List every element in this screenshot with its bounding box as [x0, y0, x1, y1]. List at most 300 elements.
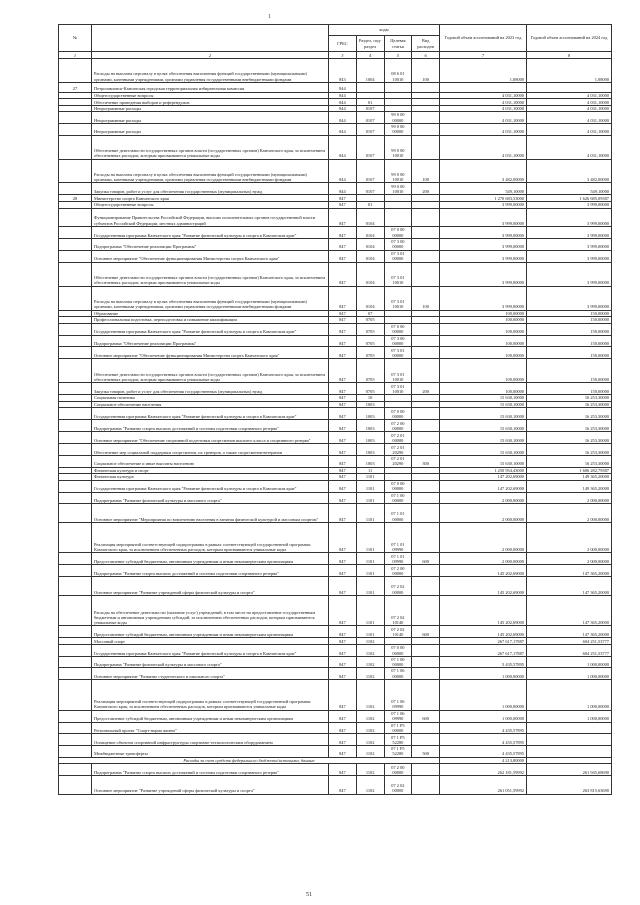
row-amount-2024: 16 253,30000: [527, 444, 612, 456]
row-amount-2024: [527, 734, 612, 746]
row-number: [59, 227, 92, 239]
row-name: Профессиональная подготовка, переподготовка и повышение квалификации: [92, 317, 329, 324]
row-amount-2024: 16 253,30000: [527, 401, 612, 408]
row-name: Реализация мероприятий соответствующей подпрограммы в рамках соответствующей государственной программы Камчатского края, за исключением обеспеченных расходов, которым присваиваются уникальные коды: [92, 680, 329, 711]
row-expense-type: [412, 359, 440, 383]
row-name: Межбюджетные трансферты: [92, 746, 329, 758]
row-grbs: 847: [329, 408, 357, 420]
row-grbs: 844: [329, 99, 357, 106]
row-razdel: 1102: [356, 776, 384, 795]
row-number: 28: [59, 195, 92, 202]
row-amount-2023: 3 999,00000: [440, 239, 527, 251]
row-grbs: 847: [329, 764, 357, 776]
row-amount-2024: 3 999,00000: [527, 239, 612, 251]
row-number: [59, 626, 92, 638]
row-amount-2024: [527, 82, 612, 92]
row-number: [59, 456, 92, 468]
row-name: Основное мероприятие "Развитие учреждений сферы физической культуры и спорта": [92, 776, 329, 795]
row-grbs: 847: [329, 626, 357, 638]
row-name: Общегосударственные вопросы: [92, 202, 329, 209]
row-number: [59, 420, 92, 432]
row-target-article: 07 1 01 00000: [384, 504, 412, 523]
row-target-article: 99 0 00 00000: [384, 123, 412, 135]
row-number: [59, 656, 92, 668]
row-grbs: 847: [329, 474, 357, 481]
row-grbs: 847: [329, 722, 357, 734]
row-amount-2024: 1 606 282,79387: [527, 467, 612, 474]
row-expense-type: [412, 262, 440, 286]
row-name: Массовый спорт: [92, 638, 329, 645]
row-amount-2023: 100,00000: [440, 317, 527, 324]
row-razdel: 1102: [356, 722, 384, 734]
table-row: [59, 112, 612, 124]
row-amount-2023: 5 435,57895: [440, 656, 527, 668]
row-amount-2024: 3 999,00000: [527, 250, 612, 262]
row-amount-2023: 15 630,10000: [440, 444, 527, 456]
row-target-article: 07 1 01 09990: [384, 553, 412, 565]
col-index: 2: [92, 52, 329, 59]
row-name: Расходы на выплаты персоналу в целях обеспечения выполнения функций государственными (муниципальными) органами, казенными учреждениями, органами управления государственными внебюджетными фондами: [92, 286, 329, 310]
row-target-article: 07 1 00 00000: [384, 492, 412, 504]
table-row: [59, 262, 612, 286]
row-expense-type: [412, 644, 440, 656]
row-amount-2024: 3 999,00000: [527, 262, 612, 286]
col-index: 4: [356, 52, 384, 59]
row-name: Предоставление субсидий бюджетным, автономным учреждениям и иным некоммерческим организациям: [92, 710, 329, 722]
row-razdel: 1003: [356, 401, 384, 408]
row-amount-2024: 150,00000: [527, 335, 612, 347]
row-grbs: 847: [329, 638, 357, 645]
row-name: Основное мероприятие "Обеспечение спортивной подготовки спортсменов высшего класса и спортивного резерва": [92, 432, 329, 444]
row-grbs: 847: [329, 504, 357, 523]
row-number: [59, 250, 92, 262]
row-grbs: 847: [329, 323, 357, 335]
row-number: [59, 112, 92, 124]
table-row: [59, 722, 612, 734]
row-name: Закупка товаров, работ и услуг для обеспечения государственных (муниципальных) нужд: [92, 183, 329, 195]
row-amount-2024: 150,00000: [527, 323, 612, 335]
row-amount-2023: 267 617,17887: [440, 638, 527, 645]
row-number: [59, 383, 92, 395]
row-grbs: 847: [329, 286, 357, 310]
row-target-article: 99 0 00 10010: [384, 159, 412, 183]
row-amount-2024: 3 482,00000: [527, 159, 612, 183]
row-grbs: 847: [329, 444, 357, 456]
row-amount-2023: 3 999,00000: [440, 262, 527, 286]
row-razdel: 0104: [356, 286, 384, 310]
row-razdel: 10: [356, 395, 384, 402]
row-name: Основное мероприятие "Обеспечение функционирования Министерства спорта Камчатского края": [92, 347, 329, 359]
row-target-article: [384, 82, 412, 92]
table-row: [59, 764, 612, 776]
row-amount-2023: 15 630,10000: [440, 401, 527, 408]
table-row: [59, 565, 612, 577]
row-razdel: 1102: [356, 638, 384, 645]
row-target-article: 07 3 01 10010: [384, 286, 412, 310]
row-amount-2023: 262 181,59992: [440, 764, 527, 776]
row-number: [59, 135, 92, 159]
row-amount-2024: 549,10000: [527, 183, 612, 195]
row-number: [59, 680, 92, 711]
table-row: [59, 492, 612, 504]
table-row: [59, 208, 612, 227]
row-razdel: 1101: [356, 504, 384, 523]
row-target-article: 07 2 02 10140: [384, 595, 412, 626]
row-expense-type: [412, 577, 440, 596]
row-amount-2023: 267 617,17887: [440, 644, 527, 656]
row-amount-2024: 2 000,00000: [527, 504, 612, 523]
row-grbs: 847: [329, 522, 357, 553]
row-amount-2024: 1 626 685,09387: [527, 195, 612, 202]
col-index: 5: [384, 52, 412, 59]
row-amount-2023: 147 202,69000: [440, 474, 527, 481]
row-razdel: 0705: [356, 335, 384, 347]
row-razdel: 1101: [356, 626, 384, 638]
row-razdel: 1102: [356, 734, 384, 746]
row-expense-type: [412, 123, 440, 135]
row-amount-2024: 16 253,30000: [527, 408, 612, 420]
row-number: [59, 504, 92, 523]
row-razdel: 0107: [356, 135, 384, 159]
col-codes-header: коды: [329, 25, 440, 36]
row-number: 27: [59, 82, 92, 92]
table-body: [59, 59, 612, 795]
row-expense-type: [412, 722, 440, 734]
row-name: Основное мероприятие "Развитие студенческого и школьного спорта": [92, 668, 329, 680]
row-target-article: 07 1 P5 52280: [384, 746, 412, 758]
row-name: Подпрограмма "Развитие физической культуры и массового спорта": [92, 492, 329, 504]
row-grbs: 847: [329, 317, 357, 324]
row-grbs: 847: [329, 202, 357, 209]
row-amount-2023: 4 031,10000: [440, 135, 527, 159]
row-razdel: 1102: [356, 764, 384, 776]
row-amount-2023: 4 213,80000: [440, 757, 527, 764]
row-name: Социальное обеспечение и иные выплаты населению: [92, 456, 329, 468]
row-amount-2024: 150,00000: [527, 347, 612, 359]
row-target-article: 07 3 01 10010: [384, 359, 412, 383]
row-razdel: 01: [356, 99, 384, 106]
row-amount-2024: 147 365,20000: [527, 577, 612, 596]
row-grbs: 847: [329, 383, 357, 395]
table-row: [59, 626, 612, 638]
row-target-article: 99 0 00 00000: [384, 112, 412, 124]
row-number: [59, 522, 92, 553]
row-amount-2023: 15 630,10000: [440, 395, 527, 402]
row-razdel: 0107: [356, 123, 384, 135]
row-number: [59, 553, 92, 565]
row-name: Петропавловск-Камчатская городская территориальная избирательная комиссия: [92, 82, 329, 92]
row-number: [59, 595, 92, 626]
row-name: Расходы на выплаты персоналу в целях обеспечения выполнения функций государственными (муниципальными) органами, казенными учреждениями, органами управления государственными внебюджетными фондами: [92, 159, 329, 183]
row-expense-type: [412, 668, 440, 680]
row-target-article: [384, 208, 412, 227]
row-amount-2023: 2 000,00000: [440, 522, 527, 553]
row-amount-2023: 4 031,10000: [440, 92, 527, 99]
budget-table: [58, 24, 612, 795]
table-row: [59, 183, 612, 195]
row-amount-2023: 1 250 954,43000: [440, 467, 527, 474]
row-expense-type: [412, 420, 440, 432]
row-amount-2024: 1 000,00000: [527, 668, 612, 680]
table-row: [59, 668, 612, 680]
row-number: [59, 734, 92, 746]
row-target-article: 07 3 01 00000: [384, 347, 412, 359]
row-amount-2023: 145 202,69000: [440, 626, 527, 638]
row-expense-type: 100: [412, 59, 440, 83]
row-name: Подпрограмма "Развитие физической культуры и массового спорта": [92, 656, 329, 668]
row-name: Предоставление субсидий бюджетным, автономным учреждениям и иным некоммерческим организациям: [92, 553, 329, 565]
row-number: [59, 335, 92, 347]
row-grbs: 843: [329, 59, 357, 83]
row-razdel: 1101: [356, 492, 384, 504]
row-amount-2023: 15 630,10000: [440, 420, 527, 432]
row-number: [59, 577, 92, 596]
row-grbs: 847: [329, 262, 357, 286]
row-razdel: 1101: [356, 553, 384, 565]
table-row: [59, 335, 612, 347]
row-name: Непрограммные расходы: [92, 123, 329, 135]
col-cst-header: Целевая статья: [384, 36, 412, 52]
table-row: [59, 432, 612, 444]
row-amount-2024: 4 031,10000: [527, 99, 612, 106]
row-target-article: 07 2 02 00000: [384, 776, 412, 795]
row-target-article: 07 2 01 20290: [384, 456, 412, 468]
row-expense-type: 100: [412, 286, 440, 310]
row-amount-2023: 4 031,10000: [440, 105, 527, 112]
row-expense-type: 600: [412, 710, 440, 722]
row-target-article: 99 0 00 10010: [384, 135, 412, 159]
row-grbs: 844: [329, 123, 357, 135]
row-razdel: 0104: [356, 262, 384, 286]
row-target-article: 07 2 00 00000: [384, 420, 412, 432]
table-row: [59, 776, 612, 795]
row-name: Основное мероприятие "Мероприятия по вовлечению населения в занятия физической культурой и массовым спортом": [92, 504, 329, 523]
row-grbs: 847: [329, 467, 357, 474]
row-razdel: 0104: [356, 250, 384, 262]
row-razdel: 1101: [356, 595, 384, 626]
row-amount-2023: 2 000,00000: [440, 492, 527, 504]
row-number: [59, 262, 92, 286]
row-target-article: 07 3 01 10010: [384, 383, 412, 395]
row-amount-2023: 147 202,69000: [440, 480, 527, 492]
row-grbs: 847: [329, 359, 357, 383]
row-name: Расходы на обеспечение деятельности (оказание услуг) учреждений, в том числе на предоставление государственным бюджетным и автономным учреждениям субсидий, за исключением обеспеченных расходов, которым присваиваются уникальные коды: [92, 595, 329, 626]
row-expense-type: 500: [412, 746, 440, 758]
row-amount-2024: 150,00000: [527, 310, 612, 317]
row-expense-type: [412, 239, 440, 251]
row-grbs: 847: [329, 347, 357, 359]
row-amount-2024: 261 945,68690: [527, 764, 612, 776]
table-row: [59, 444, 612, 456]
row-number: [59, 644, 92, 656]
row-grbs: 847: [329, 420, 357, 432]
row-amount-2024: 150,00000: [527, 359, 612, 383]
col-number-header: №: [59, 25, 92, 52]
row-expense-type: [412, 432, 440, 444]
row-number: [59, 408, 92, 420]
row-expense-type: [412, 323, 440, 335]
row-name: Региональный проект "Спорт-норма жизни": [92, 722, 329, 734]
row-number: [59, 208, 92, 227]
row-grbs: 847: [329, 335, 357, 347]
row-razdel: 1102: [356, 644, 384, 656]
table-row: [59, 746, 612, 758]
col-index: 7: [440, 52, 527, 59]
row-name: Обеспечение деятельности государственных органов власти (государственных органов) Камчатского края, за исключением обеспеченных расходов, которым присваиваются уникальные коды: [92, 262, 329, 286]
row-razdel: 1101: [356, 474, 384, 481]
row-amount-2024: 3 999,00000: [527, 208, 612, 227]
row-target-article: 07 0 00 00000: [384, 408, 412, 420]
table-row: [59, 656, 612, 668]
row-amount-2023: [440, 82, 527, 92]
row-grbs: 847: [329, 395, 357, 402]
table-row: [59, 82, 612, 92]
row-razdel: 0705: [356, 383, 384, 395]
row-expense-type: [412, 504, 440, 523]
row-target-article: 07 1 06 09990: [384, 710, 412, 722]
table-row: [59, 227, 612, 239]
row-razdel: 1102: [356, 680, 384, 711]
row-number: [59, 159, 92, 183]
row-amount-2024: 1 000,00000: [527, 710, 612, 722]
row-expense-type: [412, 347, 440, 359]
row-amount-2024: 150,00000: [527, 317, 612, 324]
row-razdel: 1101: [356, 565, 384, 577]
row-razdel: 07: [356, 310, 384, 317]
table-row: [59, 553, 612, 565]
row-number: [59, 480, 92, 492]
row-expense-type: 200: [412, 183, 440, 195]
table-row: [59, 577, 612, 596]
row-amount-2023: 2 000,00000: [440, 553, 527, 565]
col-razdel-header: Раздел, под-раздел: [356, 36, 384, 52]
row-razdel: 11: [356, 467, 384, 474]
row-amount-2024: 3 999,00000: [527, 202, 612, 209]
row-amount-2023: 4 435,57895: [440, 734, 527, 746]
row-grbs: 847: [329, 668, 357, 680]
row-grbs: 847: [329, 239, 357, 251]
row-grbs: 847: [329, 227, 357, 239]
table-row: [59, 710, 612, 722]
row-razdel: 1003: [356, 420, 384, 432]
row-target-article: 07 3 01 00000: [384, 250, 412, 262]
row-name: Физическая культура: [92, 474, 329, 481]
row-amount-2023: 549,10000: [440, 183, 527, 195]
row-amount-2023: 1,08000: [440, 59, 527, 83]
row-amount-2023: 3 999,00000: [440, 227, 527, 239]
row-number: [59, 183, 92, 195]
row-name: Предоставление субсидий бюджетным, автономным учреждениям и иным некоммерческим организациям: [92, 626, 329, 638]
row-amount-2024: 147 365,20000: [527, 626, 612, 638]
col-2023-header: Годовой объем ассигнований на 2023 год: [440, 25, 527, 52]
row-name: Государственная программа Камчатского края "Развитие физической культуры и спорта в Камчатском крае": [92, 408, 329, 420]
row-number: [59, 323, 92, 335]
row-number: [59, 59, 92, 83]
row-expense-type: 100: [412, 159, 440, 183]
table-row: [59, 383, 612, 395]
row-amount-2023: 145 202,69000: [440, 595, 527, 626]
table-row: [59, 504, 612, 523]
row-target-article: 07 1 P5 00000: [384, 722, 412, 734]
row-name: Социальное обеспечение населения: [92, 401, 329, 408]
row-amount-2024: 4 031,10000: [527, 112, 612, 124]
row-name: Закупка товаров, работ и услуг для обеспечения государственных (муниципальных) нужд: [92, 383, 329, 395]
row-grbs: 847: [329, 734, 357, 746]
row-amount-2023: 4 031,10000: [440, 112, 527, 124]
row-target-article: 07 3 00 00000: [384, 335, 412, 347]
row-razdel: 1101: [356, 480, 384, 492]
row-target-article: 07 2 01 20290: [384, 444, 412, 456]
row-razdel: 1102: [356, 746, 384, 758]
row-expense-type: 300: [412, 456, 440, 468]
row-target-article: 07 0 00 00000: [384, 323, 412, 335]
col-index: 8: [527, 52, 612, 59]
row-amount-2023: 1 270 683,53000: [440, 195, 527, 202]
row-grbs: 844: [329, 105, 357, 112]
row-grbs: 844: [329, 183, 357, 195]
row-expense-type: [412, 764, 440, 776]
row-amount-2024: 4 031,10000: [527, 135, 612, 159]
row-razdel: 01: [356, 202, 384, 209]
row-amount-2024: 3 999,00000: [527, 286, 612, 310]
row-amount-2023: 2 000,00000: [440, 504, 527, 523]
row-razdel: 1101: [356, 522, 384, 553]
table-row: [59, 734, 612, 746]
row-name: Министерство спорта Камчатского края: [92, 195, 329, 202]
row-number: [59, 359, 92, 383]
row-amount-2024: 4 031,10000: [527, 105, 612, 112]
row-name: Образование: [92, 310, 329, 317]
table-row: [59, 323, 612, 335]
col-index: 1: [59, 52, 92, 59]
page-number: 51: [306, 892, 312, 898]
row-expense-type: [412, 227, 440, 239]
page-marker: 1: [268, 14, 271, 20]
row-amount-2023: 3 999,00000: [440, 208, 527, 227]
row-razdel: 0107: [356, 183, 384, 195]
row-expense-type: [412, 480, 440, 492]
table-row: [59, 644, 612, 656]
row-grbs: 847: [329, 401, 357, 408]
row-amount-2023: 3 999,00000: [440, 250, 527, 262]
row-name: Основное мероприятие "Обеспечение функционирования Министерства спорта Камчатского края": [92, 250, 329, 262]
row-amount-2024: 16 253,30000: [527, 395, 612, 402]
row-expense-type: [412, 776, 440, 795]
row-grbs: 847: [329, 577, 357, 596]
row-grbs: 844: [329, 135, 357, 159]
row-name: Обеспечение деятельности государственных органов власти (государственных органов) Камчатского края, за исключением обеспеченных расходов, которым присваиваются уникальные коды: [92, 135, 329, 159]
row-number: [59, 565, 92, 577]
row-razdel: 0107: [356, 112, 384, 124]
col-name-header: [92, 25, 329, 52]
row-number: [59, 286, 92, 310]
row-amount-2023: 261 051,59992: [440, 776, 527, 795]
row-name: Общегосударственные вопросы: [92, 92, 329, 99]
row-grbs: 847: [329, 776, 357, 795]
row-amount-2024: 1,08000: [527, 59, 612, 83]
row-amount-2023: 15 630,10000: [440, 456, 527, 468]
row-razdel: 0705: [356, 323, 384, 335]
row-number: [59, 710, 92, 722]
row-name: Реализация мероприятий соответствующей подпрограммы в рамках соответствующей государственной программы Камчатского края, за исключением обеспеченных расходов, которым присваиваются уникальные коды: [92, 522, 329, 553]
row-name: Обеспечение мер социальной поддержки спортсменов, их тренеров, а также спортсменов-ветеранов: [92, 444, 329, 456]
row-amount-2023: 15 630,10000: [440, 432, 527, 444]
row-name: Обеспечение проведения выборов и референдумов: [92, 99, 329, 106]
row-expense-type: [412, 335, 440, 347]
row-grbs: 847: [329, 680, 357, 711]
row-name: Государственная программа Камчатского края "Развитие физической культуры и спорта в Камчатском крае": [92, 480, 329, 492]
row-amount-2023: 4 435,57895: [440, 722, 527, 734]
